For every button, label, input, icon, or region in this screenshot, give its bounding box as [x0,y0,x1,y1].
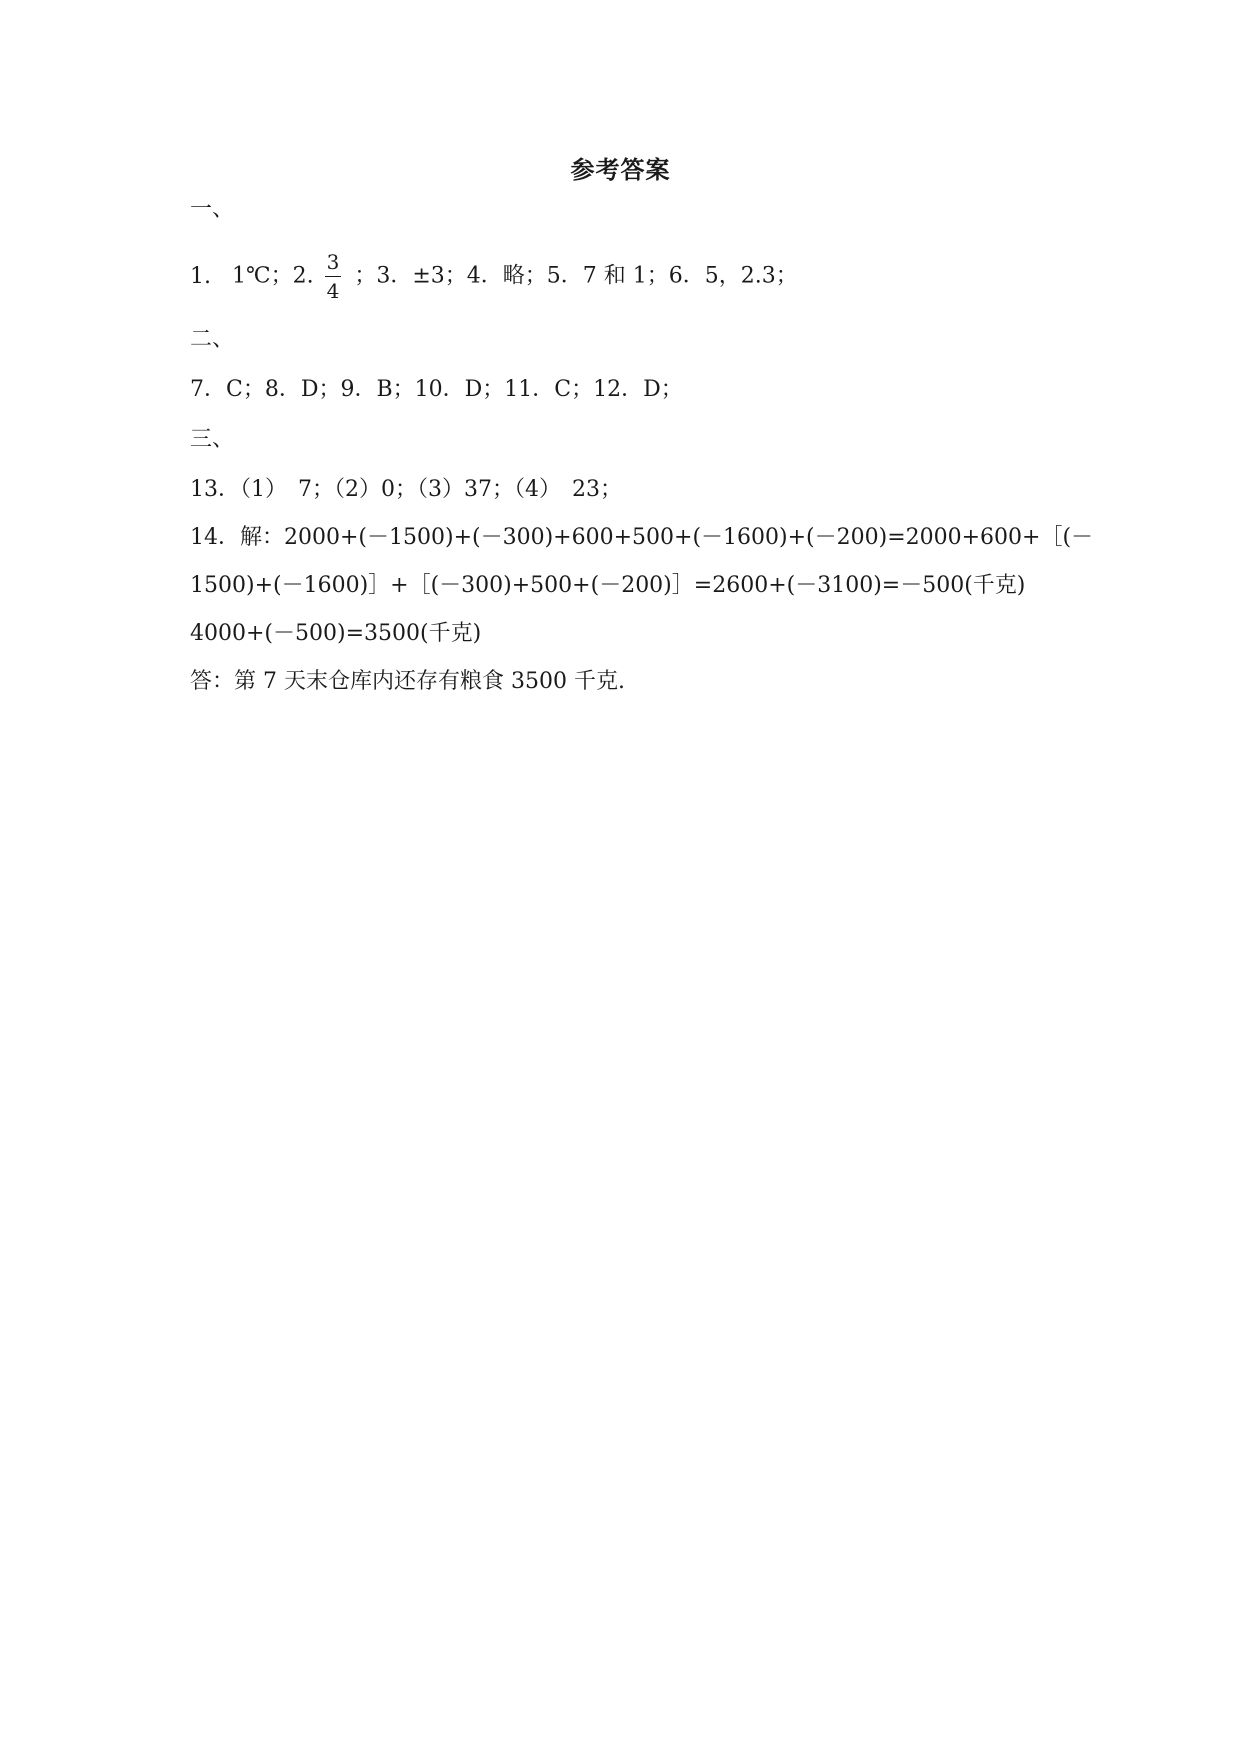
fraction-numerator: 3 [325,250,342,277]
answers-fill-in [190,250,798,303]
page-title: 参考答案 [570,155,671,184]
answer-13: 13．（1） 7；（2）0；（3）37；（4） 23； [190,477,622,502]
final-answer: 答：第 7 天末仓库内还存有粮食 3500 千克. [190,669,625,694]
section-heading-two: 二、 [190,327,235,352]
section-heading-one: 一、 [190,197,235,222]
answer-14-line-2: 1500)+(－1600)］+［(－300)+500+(－200)］=2600+(－3100)=－500(千克) [190,573,1026,598]
answer-14-line-1: 14．解：2000+(－1500)+(－300)+600+500+(－1600)+(－200)=2000+600+［(－ [190,525,1094,550]
answer-1-number: 1. [190,263,211,289]
answers-3-to-6: ；3．±3；4．略；5．7 和 1；6．5，2.3； [354,263,798,289]
fraction-three-quarters [325,250,342,303]
answers-multiple-choice: 7．C；8．D；9．B；10．D；11．C；12．D； [190,377,683,402]
answer-1-value: 1℃；2. [232,263,314,289]
section-heading-three: 三、 [190,427,235,452]
answer-14-line-3: 4000+(－500)=3500(千克) [190,621,482,646]
fraction-denominator: 4 [326,279,340,303]
